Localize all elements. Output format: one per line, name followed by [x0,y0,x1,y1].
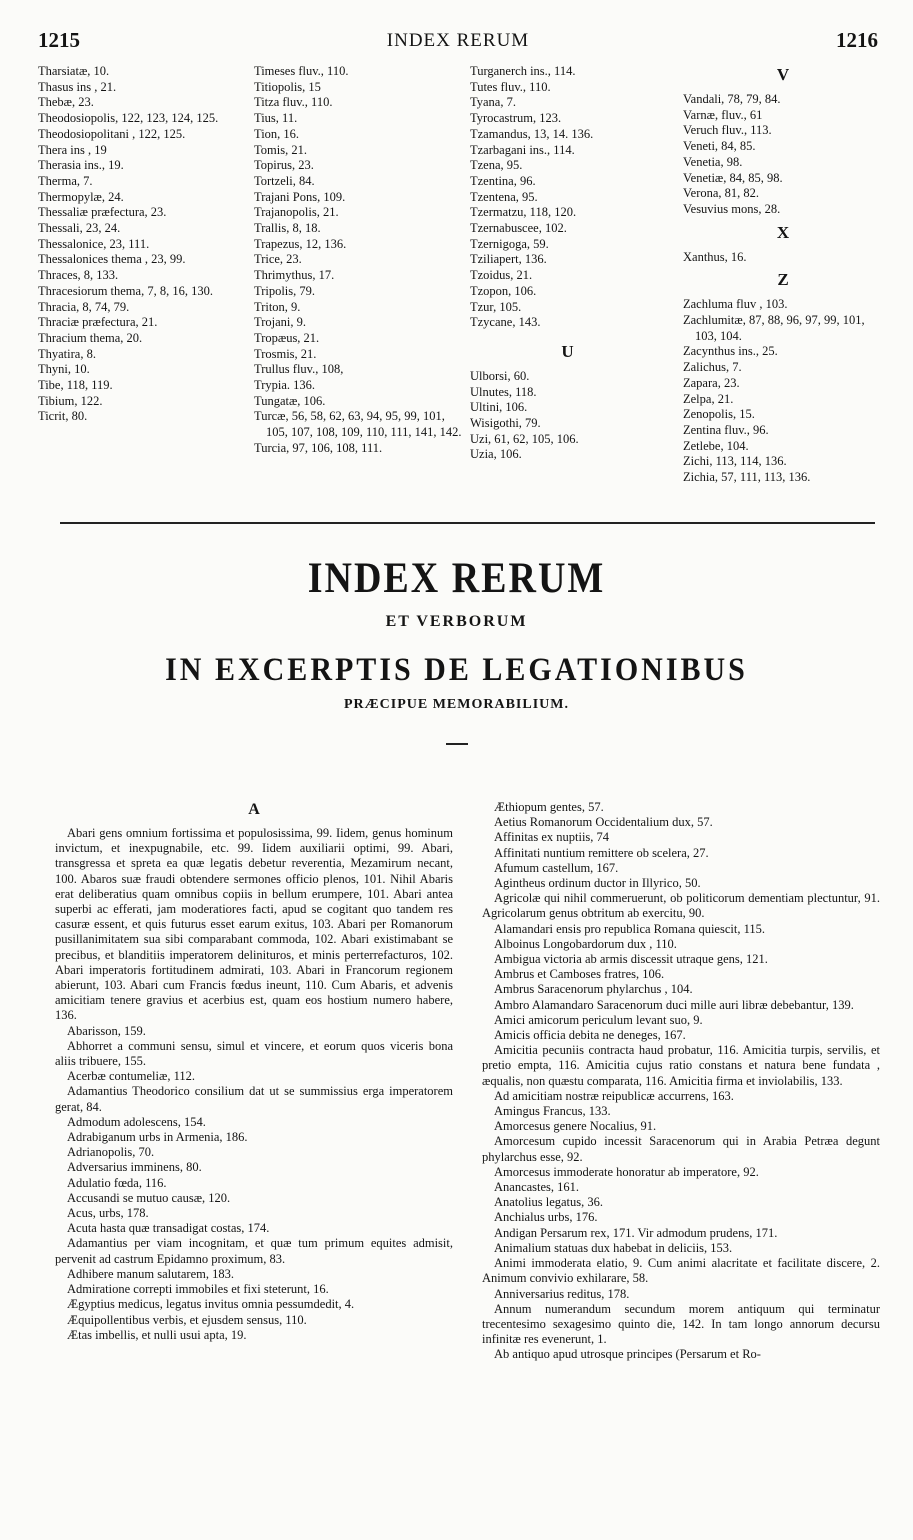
index-entry: Tomis, 21. [254,142,307,157]
index-paragraph: Ambrus et Camboses fratres, 106. [494,967,665,982]
index-entry: Trullus fluv., 108, [254,362,344,377]
index-entry: Trapezus, 12, 136. [254,236,347,251]
page-number-left: 1215 [38,28,80,52]
index-entry: Theodosiopolis, 122, 123, 124, 125. [38,111,219,126]
index-entry: Trallis, 8, 18. [254,221,321,236]
running-header [38,28,878,56]
index-paragraph: Admiratione correpti immobiles et fixi steterunt, 16. [67,1282,329,1297]
index-paragraph: Ab antiquo apud utrosque principes (Persarum et Ro- [494,1347,761,1362]
index-paragraph: Affinitas ex nuptiis, 74 [494,830,610,845]
index-paragraph: Ægyptius medicus, legatus invitus omnia pessumdedit, 4. [67,1297,355,1312]
index-subtitle-2: IN EXCERPTIS DE LEGATIONIBUS [165,651,748,688]
running-title: INDEX RERUM [386,30,530,51]
index-entry: Vandali, 78, 79, 84. [683,92,781,106]
index-entry: Tzamandus, 13, 14. 136. [470,126,594,141]
index-entry: Tzentina, 96. [470,173,536,188]
top-index-columns [38,64,883,504]
index-entry: Zelpa, 21. [683,391,734,406]
index-entry: Zalichus, 7. [683,360,742,375]
index-paragraph: Æquipollentibus verbis, et ejusdem sensus, 110. [67,1312,307,1327]
index-entry: Thyatira, 8. [38,346,96,361]
section-letter-a: A [248,801,260,818]
index-paragraph: Adamantius Theodorico consilium dat ut se summissius erga imperatorem gerat, 84. [55,1084,453,1114]
index-entry: Zichia, 57, 111, 113, 136. [683,470,811,485]
index-column-4 [683,64,883,486]
index-column-3 [470,64,665,463]
index-paragraph: Accusandi se mutuo causæ, 120. [67,1190,231,1205]
index-entry: Trojani, 9. [254,315,306,330]
section-letter-z: Z [777,270,789,290]
index-paragraph: Agintheus ordinum ductor in Illyrico, 50. [494,876,701,891]
index-paragraph: Afumum castellum, 167. [494,860,619,875]
short-rule [446,743,468,745]
index-paragraph: Ambro Alamandaro Saracenorum duci mille auri libræ debebantur, 139. [494,997,854,1012]
index-entry: Tyana, 7. [470,95,516,110]
index-paragraph: Anniversarius reditus, 178. [494,1286,630,1301]
index-paragraph: Amicitia pecuniis contracta haud probatur, 116. Amicitia turpis, servilis, et pretio empta, 116. Amicitia cujus ratio constans et natura bene fundata , æqualis, non quæstu comparata, 116. Amicitia firma et inviolabilis, 133. [482,1043,880,1088]
index-entry: Tzermatzu, 118, 120. [470,205,577,220]
section-letter-u: U [561,341,574,361]
index-entry: Thraces, 8, 133. [38,268,119,283]
index-paragraph: Amingus Francus, 133. [494,1104,611,1119]
index-entry: Timeses fluv., 110. [254,64,349,78]
index-entry: Zetlebe, 104. [683,438,749,453]
index-entry: Thasus ins , 21. [38,79,117,94]
index-paragraph: Adamantius per viam incognitam, et quæ tum primum equites admisit, pervenit ad castrum Epidamno proximum, 83. [55,1236,453,1266]
index-entry: Thessalonices thema , 23, 99. [38,252,186,267]
index-entry: Zenopolis, 15. [683,407,755,422]
index-paragraph: Affinitati nuntium remittere ob scelera, 27. [494,845,709,860]
index-paragraph: Ad amicitiam nostræ reipublicæ accurrens, 163. [494,1088,734,1103]
index-subtitle-1: ET VERBORUM [385,613,528,630]
index-entry: Tzopon, 106. [470,283,537,298]
index-entry: Venetiæ, 84, 85, 98. [683,170,783,185]
index-entry: Zapara, 23. [683,375,740,390]
index-main-title: INDEX RERUM [307,553,606,603]
index-paragraph: Andigan Persarum rex, 171. Vir admodum prudens, 171. [494,1225,778,1240]
index-paragraph: Aetius Romanorum Occidentalium dux, 57. [494,815,713,830]
index-column-1 [38,64,243,425]
index-entry: Thyni, 10. [38,362,90,377]
index-entry: Titza fluv., 110. [254,95,333,110]
index-entry: Ulnutes, 118. [470,384,537,399]
index-entry: Tzentena, 95. [470,189,538,204]
index-entry: Tibe, 118, 119. [38,378,113,393]
section-letter-x: X [776,222,790,242]
index-subtitle-3: PRÆCIPUE MEMORABILIUM. [344,697,569,712]
index-paragraph: Alamandari ensis pro republica Romana quiescit, 115. [494,921,765,936]
index-paragraph: Animi immoderata elatio, 9. Cum animi alacritate et facilitate discere, 2. Animum convivio exhilarare, 58. [482,1256,880,1286]
index-entry: Tripolis, 79. [254,283,316,298]
index-entry: Trice, 23. [254,252,302,267]
index-entry: Tibium, 122. [38,393,103,408]
index-entry: Tzoidus, 21. [470,268,533,283]
index-paragraph: Adrianopolis, 70. [67,1145,155,1160]
index-paragraph: Anatolius legatus, 36. [494,1195,604,1210]
index-paragraph: Agricolæ qui nihil commeruerunt, ob politicorum dementiam plectuntur, 91. Agricolarum genus obtritum ab exercitu, 90. [482,891,880,921]
index-entry: Tius, 11. [254,111,298,126]
index-entry: Thracium thema, 20. [38,330,143,345]
index-entry: Thracesiorum thema, 7, 8, 16, 130. [38,283,213,298]
index-entry: Venetia, 98. [683,154,743,169]
index-entry: Trypia. 136. [254,378,316,393]
index-entry: Varnæ, fluv., 61 [683,107,763,122]
index-paragraph: Ambigua victoria ab armis discessit utraque gens, 121. [494,952,768,967]
index-entry: Thraciæ præfectura, 21. [38,315,158,330]
index-entry: Uzi, 61, 62, 105, 106. [470,431,579,446]
index-entry: Wisigothi, 79. [470,416,541,431]
index-entry: Tzur, 105. [470,299,522,314]
index-column-2 [254,64,464,457]
index-paragraph: Adhibere manum salutarem, 183. [67,1266,234,1281]
index-entry: Thera ins , 19 [38,142,107,157]
index-paragraph: Amici amicorum periculum levant suo, 9. [494,1012,703,1027]
index-entry: Titiopolis, 15 [254,79,321,94]
index-paragraph: Alboinus Longobardorum dux , 110. [494,936,677,951]
index-entry: Tharsiatæ, 10. [38,64,110,78]
index-entry: Therma, 7. [38,173,93,188]
index-paragraph: Ætas imbellis, et nulli usui apta, 19. [67,1327,247,1342]
index-entry: Tyrocastrum, 123. [470,111,562,126]
index-entry: Thebæ, 23. [38,95,94,110]
index-paragraph: Abarisson, 159. [67,1023,146,1038]
index-entry: Turganerch ins., 114. [470,64,576,78]
section-divider [60,522,875,524]
index-paragraph: Abari gens omnium fortissima et populosissima, 99. Iidem, genus hominum invictum, et inexpugnabile, etc. 99. Iidem auxiliarii optimi, 99. Abari, transgressa et spreta ea quæ legatis debetur reverentia, Mezamirum necant, 100. Abaros suæ fraudi obtendere sermones officio plenos, 101. Nihil Abaris erat deliberatius quam omnibus copiis in bellum erumpere, 101. Abari antea superbi ac efferati, jam moderatiores facti, apud se cogitant quo tandem res casuræ essent, et quis futurus esset earum exitus, 103. Abari per Romanorum pusillanimitatem sua sibi comparabant commoda, 102. Abari existimabant se precibus, et blanditiis imperatorem delinituros, et minis perterrefacturos, 102. Abari imperatoris fortitudinem admirati, 103. Abari in Francorum regionem abierunt, 103. Abari cum Francis fœdus ineunt, 110. Cum Abaris, et advenis amicitiam tenere gravius et acerbius est, quam eos hostium numero habere, 136. [55,826,453,1023]
index-paragraph: Animalium statuas dux habebat in deliciis, 153. [494,1240,733,1255]
index-paragraph: Æthiopum gentes, 57. [494,800,604,814]
index-paragraph: Acerbæ contumeliæ, 112. [67,1069,195,1084]
index-paragraph: Adversarius imminens, 80. [67,1160,202,1175]
index-entry: Tutes fluv., 110. [470,79,551,94]
index-entry: Uzia, 106. [470,447,522,462]
index-paragraph: Amorcesus genere Nocalius, 91. [494,1119,657,1134]
index-paragraph: Adulatio fœda, 116. [67,1175,167,1190]
index-entry: Vesuvius mons, 28. [683,201,781,216]
index-entry: Trajanopolis, 21. [254,205,339,220]
index-entry: Verona, 81, 82. [683,186,760,201]
index-entry: Therasia ins., 19. [38,158,124,173]
index-entry: Veneti, 84, 85. [683,139,756,154]
index-paragraph: Ambrus Saracenorum phylarchus , 104. [494,982,693,997]
index-entry: Trajani Pons, 109. [254,189,346,204]
index-entry: Topirus, 23. [254,158,314,173]
index-entry: Zachluma fluv , 103. [683,297,788,312]
index-entry: Turcæ, 56, 58, 62, 63, 94, 95, 99, 101, 105, 107, 108, 109, 110, 111, 141, 142. [254,409,462,440]
index-entry: Thermopylæ, 24. [38,189,124,204]
index-entry: Tropæus, 21. [254,330,320,345]
index-entry: Zachlumitæ, 87, 88, 96, 97, 99, 101, 103, 104. [683,313,865,343]
index-title-block [0,555,913,745]
index-entry: Zichi, 113, 114, 136. [683,454,787,469]
page-number-right: 1216 [836,28,878,52]
index-entry: Thessali, 23, 24. [38,221,121,236]
index-paragraph: Acuta hasta quæ transadigat costas, 174. [67,1221,270,1236]
index-entry: Turcia, 97, 106, 108, 111. [254,440,383,455]
index-paragraph: Anchialus urbs, 176. [494,1210,598,1225]
index-entry: Trosmis, 21. [254,346,317,361]
index-paragraph: Amicis officia debita ne deneges, 167. [494,1028,686,1043]
index-entry: Tziliapert, 136. [470,252,547,267]
index-entry: Thessalonice, 23, 111. [38,236,150,251]
index-paragraph: Amorcesum cupido incessit Saracenorum qui in Arabia Petræa degunt phylarchus esse, 92. [482,1134,880,1164]
index-entry: Tungatæ, 106. [254,393,326,408]
body-column-right [482,800,880,1363]
index-entry: Ulborsi, 60. [470,368,530,383]
index-entry: Ultini, 106. [470,400,528,415]
section-letter-v: V [776,65,790,84]
index-paragraph: Acus, urbs, 178. [67,1206,149,1221]
index-entry: Tortzeli, 84. [254,173,315,188]
index-paragraph: Amorcesus immoderate honoratur ab imperatore, 92. [494,1164,759,1179]
index-entry: Zacynthus ins., 25. [683,344,778,359]
index-entry: Thessaliæ præfectura, 23. [38,205,167,220]
index-paragraph: Anancastes, 161. [494,1180,580,1195]
index-paragraph: Adrabiganum urbs in Armenia, 186. [67,1130,248,1145]
index-entry: Veruch fluv., 113. [683,123,772,138]
index-entry: Tzernigoga, 59. [470,236,549,251]
index-paragraph: Abhorret a communi sensu, simul et vincere, et eorum quos viceris bona aliis tribuere, 155. [55,1038,453,1069]
index-entry: Ticrit, 80. [38,409,88,424]
index-entry: Tion, 16. [254,126,300,141]
index-entry: Tzarbagani ins., 114. [470,142,575,157]
index-entry: Tzena, 95. [470,158,523,173]
index-entry: Zentina fluv., 96. [683,422,769,437]
index-entry: Triton, 9. [254,299,301,314]
body-column-left [55,800,453,1343]
index-entry: Thrimythus, 17. [254,268,335,283]
index-entry: Tzycane, 143. [470,315,541,330]
index-entry: Xanthus, 16. [683,249,747,264]
index-entry: Tzernabuscee, 102. [470,221,567,236]
index-entry: Thracia, 8, 74, 79. [38,299,130,314]
index-entry: Theodosiopolitani , 122, 125. [38,126,186,141]
index-paragraph: Annum numerandum secundum morem antiquum qui terminatur trecentesimo sexagesimo quinto die, 142. In tam longo annorum decursu infinitæ res evenerunt, 1. [482,1301,880,1347]
index-paragraph: Admodum adolescens, 154. [67,1114,206,1129]
